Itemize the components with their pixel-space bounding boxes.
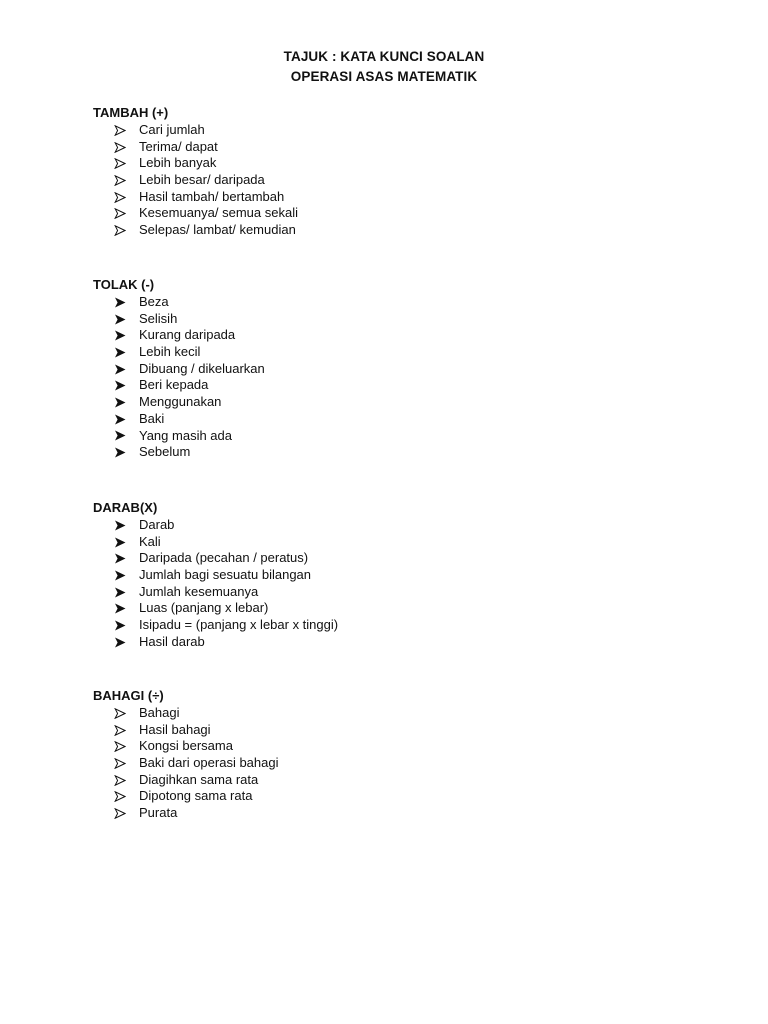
arrowhead-outline-icon <box>114 189 128 206</box>
list-item <box>93 139 693 156</box>
list-item <box>93 155 693 172</box>
list-item-label: Dipotong sama rata <box>139 788 253 804</box>
list-item-label: Kongsi bersama <box>139 738 233 754</box>
section-heading: TAMBAH (+) <box>93 105 169 120</box>
list-item-label: Lebih banyak <box>139 155 217 171</box>
arrowhead-solid-icon <box>114 394 128 411</box>
keyword-list <box>93 705 693 822</box>
list-item-label: Isipadu = (panjang x lebar x tinggi) <box>139 617 339 633</box>
list-item-label: Beri kepada <box>139 377 209 393</box>
arrowhead-solid-icon <box>114 411 128 428</box>
document-title: TAJUK : KATA KUNCI SOALAN <box>283 49 485 64</box>
list-item <box>93 705 693 722</box>
list-item-label: Diagihkan sama rata <box>139 771 259 787</box>
list-item-label: Baki <box>139 410 165 426</box>
list-item-label: Jumlah bagi sesuatu bilangan <box>139 567 312 583</box>
arrowhead-solid-icon <box>114 584 128 601</box>
list-item <box>93 772 693 789</box>
list-item-label: Terima/ dapat <box>139 138 218 154</box>
list-item <box>93 294 693 311</box>
list-item-label: Jumlah kesemuanya <box>139 583 259 599</box>
list-item <box>93 444 693 461</box>
list-item-label: Selisih <box>139 310 178 326</box>
document-subtitle: OPERASI ASAS MATEMATIK <box>290 69 478 84</box>
section-darab <box>93 499 693 651</box>
arrowhead-solid-icon <box>114 617 128 634</box>
list-item <box>93 722 693 739</box>
list-item-label: Beza <box>139 294 169 309</box>
list-item <box>93 517 693 534</box>
list-item <box>93 534 693 551</box>
list-item-label: Selepas/ lambat/ kemudian <box>139 222 296 238</box>
section-heading: BAHAGI (÷) <box>93 688 164 703</box>
list-item-label: Dibuang / dikeluarkan <box>139 360 265 376</box>
arrowhead-solid-icon <box>114 361 128 378</box>
arrowhead-solid-icon <box>114 327 128 344</box>
list-item <box>93 738 693 755</box>
list-item <box>93 344 693 361</box>
arrowhead-solid-icon <box>114 600 128 617</box>
list-item <box>93 394 693 411</box>
list-item-label: Kali <box>139 533 161 549</box>
list-item <box>93 600 693 617</box>
list-item <box>93 788 693 805</box>
list-item-label: Kurang daripada <box>139 327 236 343</box>
list-item <box>93 755 693 772</box>
list-item-label: Menggunakan <box>139 394 222 410</box>
arrowhead-solid-icon <box>114 550 128 567</box>
arrowhead-solid-icon <box>114 311 128 328</box>
arrowhead-solid-icon <box>114 634 128 651</box>
arrowhead-solid-icon <box>114 534 128 551</box>
list-item-label: Bahagi <box>139 705 180 720</box>
list-item-label: Lebih besar/ daripada <box>139 172 265 188</box>
list-item <box>93 377 693 394</box>
arrowhead-solid-icon <box>114 294 128 311</box>
arrowhead-solid-icon <box>114 428 128 445</box>
arrowhead-outline-icon <box>114 772 128 789</box>
arrowhead-solid-icon <box>114 517 128 534</box>
list-item <box>93 122 693 139</box>
list-item-label: Hasil bahagi <box>139 721 211 737</box>
arrowhead-outline-icon <box>114 205 128 222</box>
arrowhead-outline-icon <box>114 788 128 805</box>
keyword-list <box>93 517 693 651</box>
list-item <box>93 311 693 328</box>
list-item-label: Lebih kecil <box>139 344 201 360</box>
section-heading: TOLAK (-) <box>93 277 155 292</box>
list-item <box>93 550 693 567</box>
section-heading: DARAB(X) <box>93 500 158 515</box>
list-item <box>93 327 693 344</box>
list-item <box>93 567 693 584</box>
arrowhead-solid-icon <box>114 344 128 361</box>
list-item-label: Cari jumlah <box>139 122 205 137</box>
section-bahagi <box>93 687 693 822</box>
list-item-label: Luas (panjang x lebar) <box>139 600 269 616</box>
list-item-label: Kesemuanya/ semua sekali <box>139 205 298 221</box>
arrowhead-solid-icon <box>114 444 128 461</box>
section-tambah <box>93 104 693 239</box>
list-item <box>93 634 693 651</box>
keyword-list <box>93 122 693 239</box>
list-item <box>93 189 693 206</box>
list-item <box>93 361 693 378</box>
arrowhead-outline-icon <box>114 172 128 189</box>
list-item-label: Hasil tambah/ bertambah <box>139 188 285 204</box>
list-item <box>93 411 693 428</box>
arrowhead-outline-icon <box>114 222 128 239</box>
arrowhead-outline-icon <box>114 805 128 822</box>
list-item-label: Sebelum <box>139 444 191 460</box>
arrowhead-outline-icon <box>114 738 128 755</box>
list-item <box>93 205 693 222</box>
list-item <box>93 172 693 189</box>
list-item-label: Baki dari operasi bahagi <box>139 755 279 771</box>
list-item <box>93 222 693 239</box>
arrowhead-outline-icon <box>114 705 128 722</box>
keyword-list <box>93 294 693 461</box>
section-tolak <box>93 276 693 461</box>
arrowhead-outline-icon <box>114 139 128 156</box>
list-item-label: Daripada (pecahan / peratus) <box>139 550 309 566</box>
list-item-label: Yang masih ada <box>139 427 232 443</box>
arrowhead-solid-icon <box>114 567 128 584</box>
arrowhead-outline-icon <box>114 722 128 739</box>
arrowhead-solid-icon <box>114 377 128 394</box>
list-item-label: Purata <box>139 805 178 821</box>
list-item-label: Darab <box>139 517 175 532</box>
arrowhead-outline-icon <box>114 122 128 139</box>
arrowhead-outline-icon <box>114 155 128 172</box>
list-item <box>93 584 693 601</box>
list-item <box>93 805 693 822</box>
list-item <box>93 617 693 634</box>
arrowhead-outline-icon <box>114 755 128 772</box>
list-item <box>93 428 693 445</box>
list-item-label: Hasil darab <box>139 633 205 649</box>
